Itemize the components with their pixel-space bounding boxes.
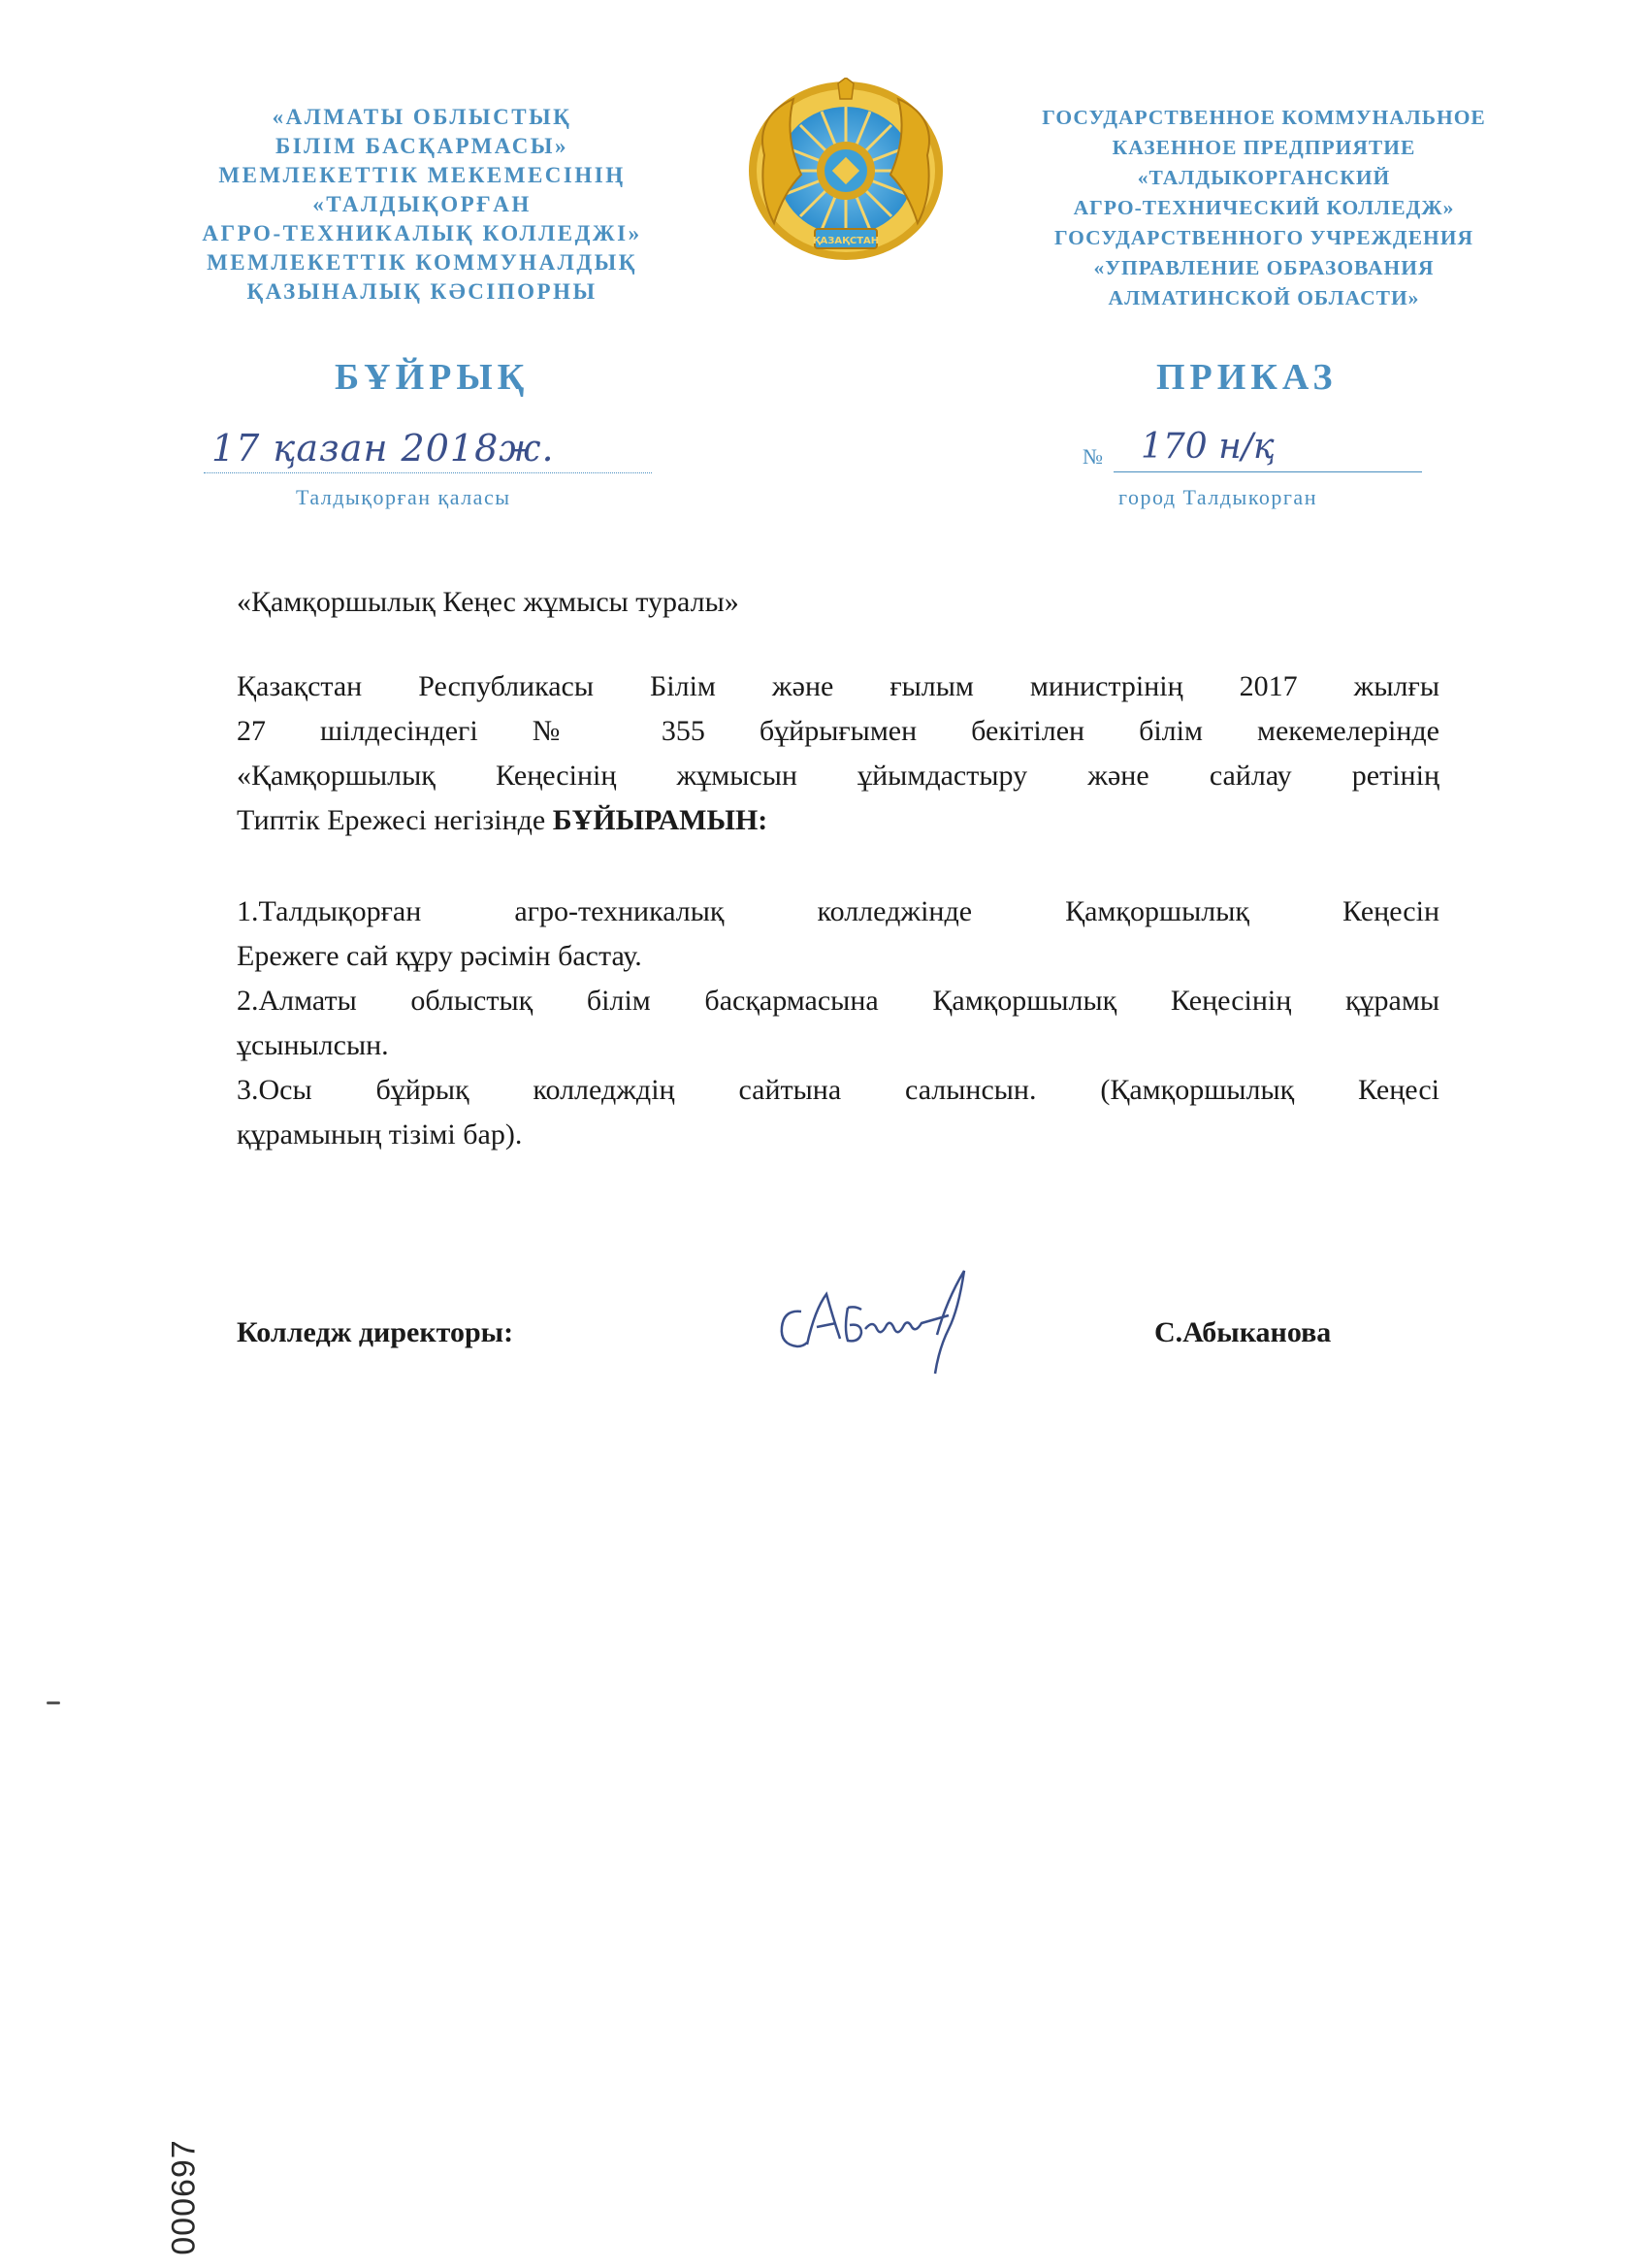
org-kz-line: АГРО-ТЕХНИКАЛЫҚ КОЛЛЕДЖІ»	[202, 221, 642, 245]
org-kz-line: «ТАЛДЫҚОРҒАН	[312, 192, 532, 216]
signatory-title: Колледж директоры:	[237, 1316, 514, 1348]
preamble-line: 27 шілдесіндегі № 355 бұйрығымен бекітілен білім мекемелерінде	[237, 715, 1439, 747]
order-item	[237, 979, 1439, 1068]
decree-word: БҰЙЫРАМЫН:	[552, 804, 768, 836]
order-item-cont: ұсынылсын.	[237, 1029, 389, 1061]
org-name-ru	[987, 103, 1540, 313]
org-ru-line: «УПРАВЛЕНИЕ ОБРАЗОВАНИЯ	[1093, 256, 1435, 279]
scan-speck	[47, 1701, 60, 1704]
org-ru-line: АГРО-ТЕХНИЧЕСКИЙ КОЛЛЕДЖ»	[1073, 196, 1455, 219]
org-ru-line: АЛМАТИНСКОЙ ОБЛАСТИ»	[1108, 286, 1420, 309]
city-kz: Талдықорған қаласы	[296, 485, 511, 509]
number-label: №	[1083, 444, 1103, 469]
order-item-line: 3.Осы бұйрық колледждің сайтына салынсын. (Қамқоршылық Кеңесі	[237, 1074, 1439, 1106]
org-kz-line: ҚАЗЫНАЛЫҚ КӘСІПОРНЫ	[246, 279, 598, 304]
order-title-kz: БҰЙРЫҚ	[335, 357, 530, 398]
handwritten-order-number: 170 н/қ	[1141, 427, 1275, 467]
handwritten-date: 17 қазан 2018ж.	[211, 427, 555, 470]
state-emblem-icon	[745, 78, 947, 264]
order-item	[237, 890, 1439, 979]
preamble-line: Қазақстан Республикасы Білім және ғылым министрінің 2017 жылғы	[237, 670, 1439, 702]
city-ru: город Талдыкорган	[1118, 485, 1317, 509]
org-ru-line: «ТАЛДЫКОРГАНСКИЙ	[1137, 166, 1391, 189]
order-title-ru: ПРИКАЗ	[1156, 357, 1338, 398]
preamble-last-text: Типтік Ережесі негізінде	[237, 804, 553, 836]
handwritten-signature	[764, 1251, 1007, 1377]
order-item-cont: құрамының тізімі бар).	[237, 1118, 523, 1150]
preamble-line: «Қамқоршылық Кеңесінің жұмысын ұйымдастыру және сайлау ретінің	[237, 760, 1439, 792]
org-kz-line: БІЛІМ БАСҚАРМАСЫ»	[275, 134, 568, 158]
org-ru-line: КАЗЕННОЕ ПРЕДПРИЯТИЕ	[1112, 136, 1416, 159]
order-item-cont: Ережеге сай құру рәсімін бастау.	[237, 940, 642, 972]
order-items	[237, 890, 1439, 1157]
signatory-name: С.Абыканова	[1154, 1316, 1332, 1348]
emblem-label: ҚАЗАҚСТАН	[812, 236, 880, 246]
org-ru-line: ГОСУДАРСТВЕННОЕ КОММУНАЛЬНОЕ	[1042, 106, 1486, 129]
preamble-last-line	[237, 798, 1439, 843]
org-name-kz	[155, 103, 689, 307]
document-subject: «Қамқоршылық Кеңес жұмысы туралы»	[237, 586, 739, 618]
order-item	[237, 1068, 1439, 1157]
page-serial-number	[150, 2139, 218, 2255]
date-underline	[204, 472, 652, 473]
org-ru-line: ГОСУДАРСТВЕННОГО УЧРЕЖДЕНИЯ	[1053, 226, 1474, 249]
org-kz-line: МЕМЛЕКЕТТІК КОММУНАЛДЫҚ	[207, 250, 637, 275]
number-underline	[1114, 471, 1422, 472]
org-kz-line: МЕМЛЕКЕТТІК МЕКЕМЕСІНІҢ	[218, 163, 626, 187]
serial-text: 000697	[165, 2139, 203, 2255]
preamble-paragraph	[237, 664, 1439, 843]
order-item-line: 1.Талдықорған агро-техникалық колледжінде Қамқоршылық Кеңесін	[237, 895, 1439, 927]
org-kz-line: «АЛМАТЫ ОБЛЫСТЫҚ	[272, 105, 572, 129]
order-item-line: 2.Алматы облыстық білім басқармасына Қамқоршылық Кеңесінің құрамы	[237, 985, 1439, 1017]
